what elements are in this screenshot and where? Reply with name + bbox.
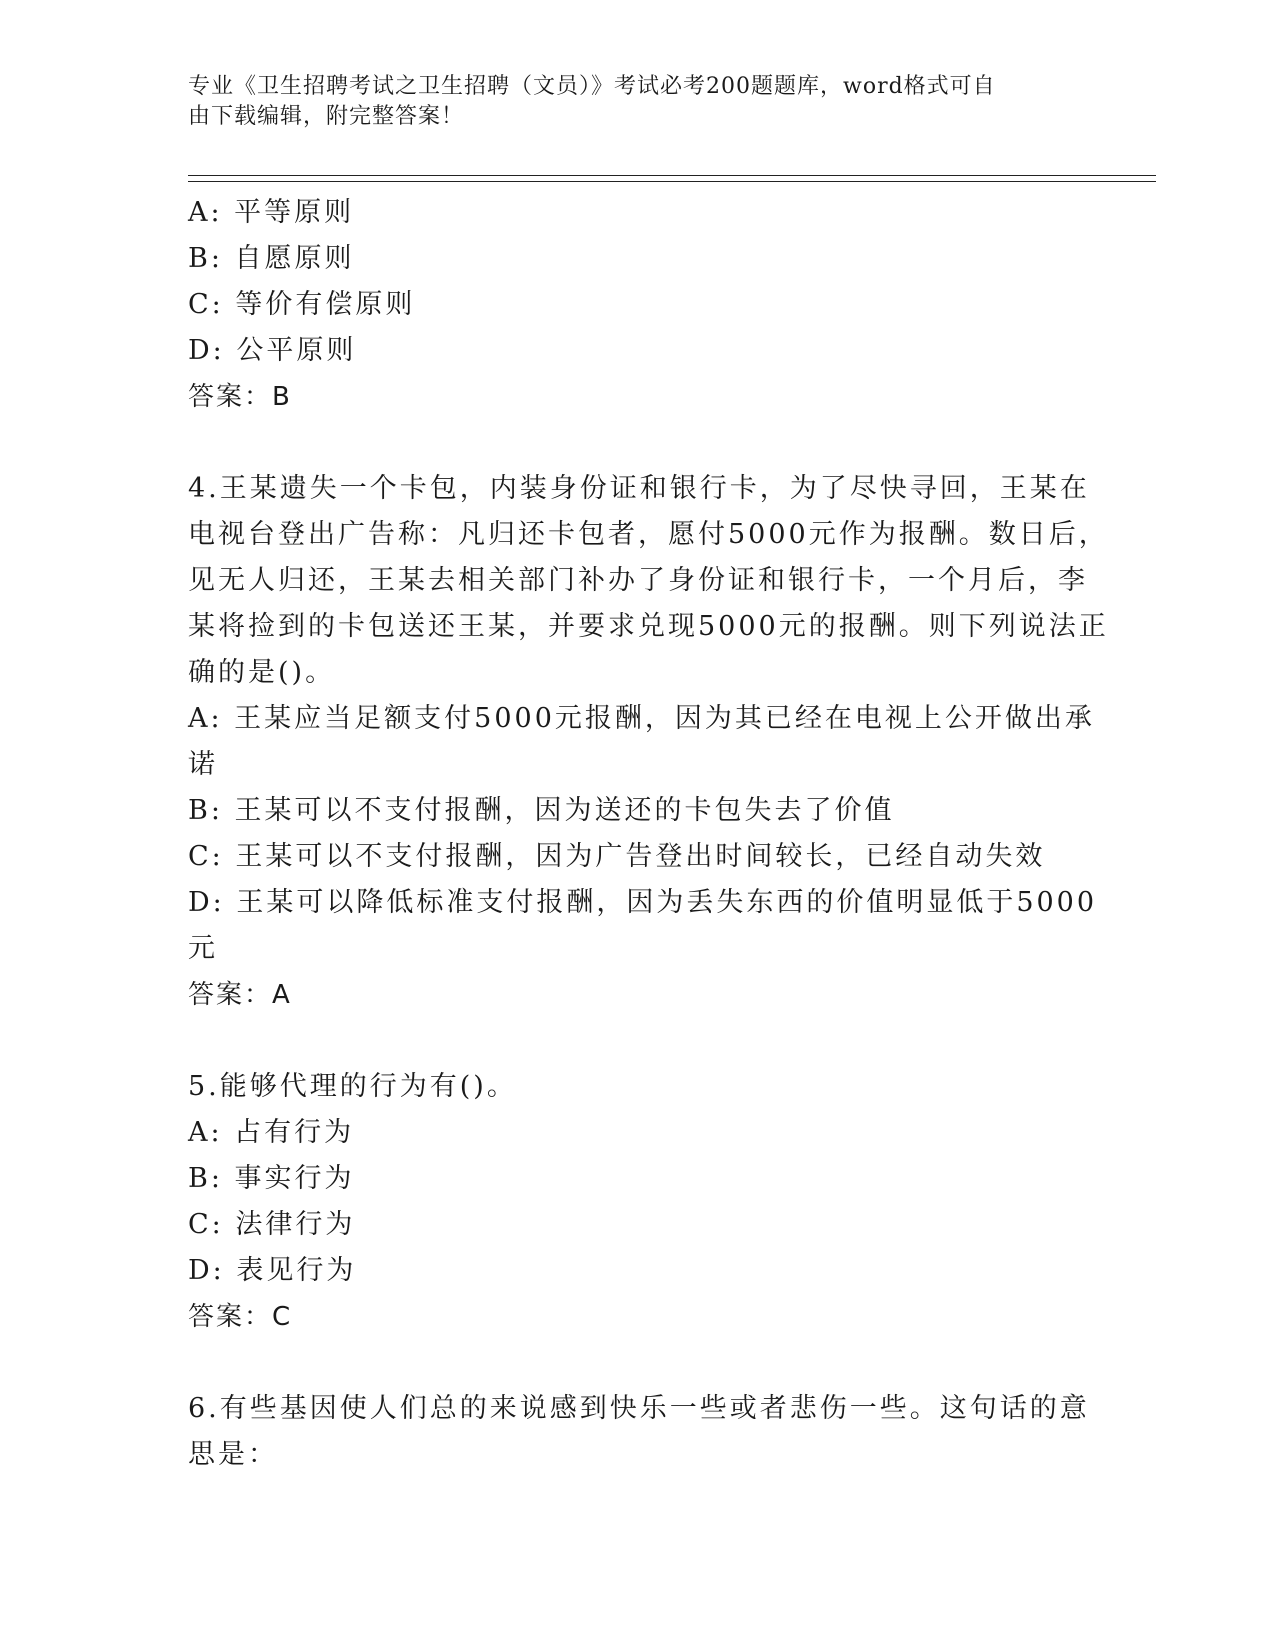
option-a: A: 平等原则 bbox=[188, 197, 355, 228]
option-a: A: 王某应当足额支付5000元报酬，因为其已经在电视上公开做出承 bbox=[188, 703, 1095, 734]
option-d: D: 王某可以降低标准支付报酬，因为丢失东西的价值明显低于5000 bbox=[188, 887, 1098, 918]
answer-line: 答案：A bbox=[188, 980, 292, 1010]
option-b: B: 自愿原则 bbox=[188, 243, 355, 274]
option-a: A: 占有行为 bbox=[188, 1117, 355, 1148]
option-d: D: 公平原则 bbox=[188, 335, 357, 366]
question-5 bbox=[188, 1064, 1088, 1340]
answer-line: 答案：C bbox=[188, 1302, 293, 1332]
question-3 bbox=[188, 190, 1088, 420]
header-line-2: 由下载编辑，附完整答案！ bbox=[188, 104, 465, 129]
option-b: B: 事实行为 bbox=[188, 1163, 355, 1194]
question-stem-line: 4.王某遗失一个卡包，内装身份证和银行卡，为了尽快寻回，王某在 bbox=[188, 473, 1090, 504]
option-c: C: 法律行为 bbox=[188, 1209, 356, 1240]
option-c: C: 等价有偿原则 bbox=[188, 289, 416, 320]
spacer bbox=[188, 1018, 1088, 1064]
question-stem-line: 思是： bbox=[188, 1439, 278, 1470]
option-d: D: 表见行为 bbox=[188, 1255, 357, 1286]
question-stem-line: 见无人归还，王某去相关部门补办了身份证和银行卡，一个月后，李 bbox=[188, 565, 1088, 596]
option-d-continued: 元 bbox=[188, 933, 218, 964]
document-header bbox=[188, 72, 1068, 132]
document-body bbox=[188, 190, 1109, 1478]
spacer bbox=[188, 420, 1088, 466]
question-stem-line: 电视台登出广告称：凡归还卡包者，愿付5000元作为报酬。数日后， bbox=[188, 519, 1109, 550]
question-stem-line: 某将捡到的卡包送还王某，并要求兑现5000元的报酬。则下列说法正 bbox=[188, 611, 1109, 642]
question-stem: 5.能够代理的行为有()。 bbox=[188, 1071, 517, 1102]
question-stem-line: 确的是()。 bbox=[188, 657, 336, 688]
header-divider-top bbox=[188, 175, 1156, 176]
option-b: B: 王某可以不支付报酬，因为送还的卡包失去了价值 bbox=[188, 795, 895, 826]
question-4 bbox=[188, 466, 1109, 1018]
option-a-continued: 诺 bbox=[188, 749, 218, 780]
answer-line: 答案：B bbox=[188, 382, 292, 412]
question-6 bbox=[188, 1386, 1088, 1478]
spacer bbox=[188, 1340, 1088, 1386]
question-stem-line: 6.有些基因使人们总的来说感到快乐一些或者悲伤一些。这句话的意 bbox=[188, 1393, 1090, 1424]
header-line-1: 专业《卫生招聘考试之卫生招聘（文员）》考试必考200题题库，word格式可自 bbox=[188, 74, 996, 99]
header-divider-bottom bbox=[188, 181, 1156, 182]
option-c: C: 王某可以不支付报酬，因为广告登出时间较长，已经自动失效 bbox=[188, 841, 1046, 872]
